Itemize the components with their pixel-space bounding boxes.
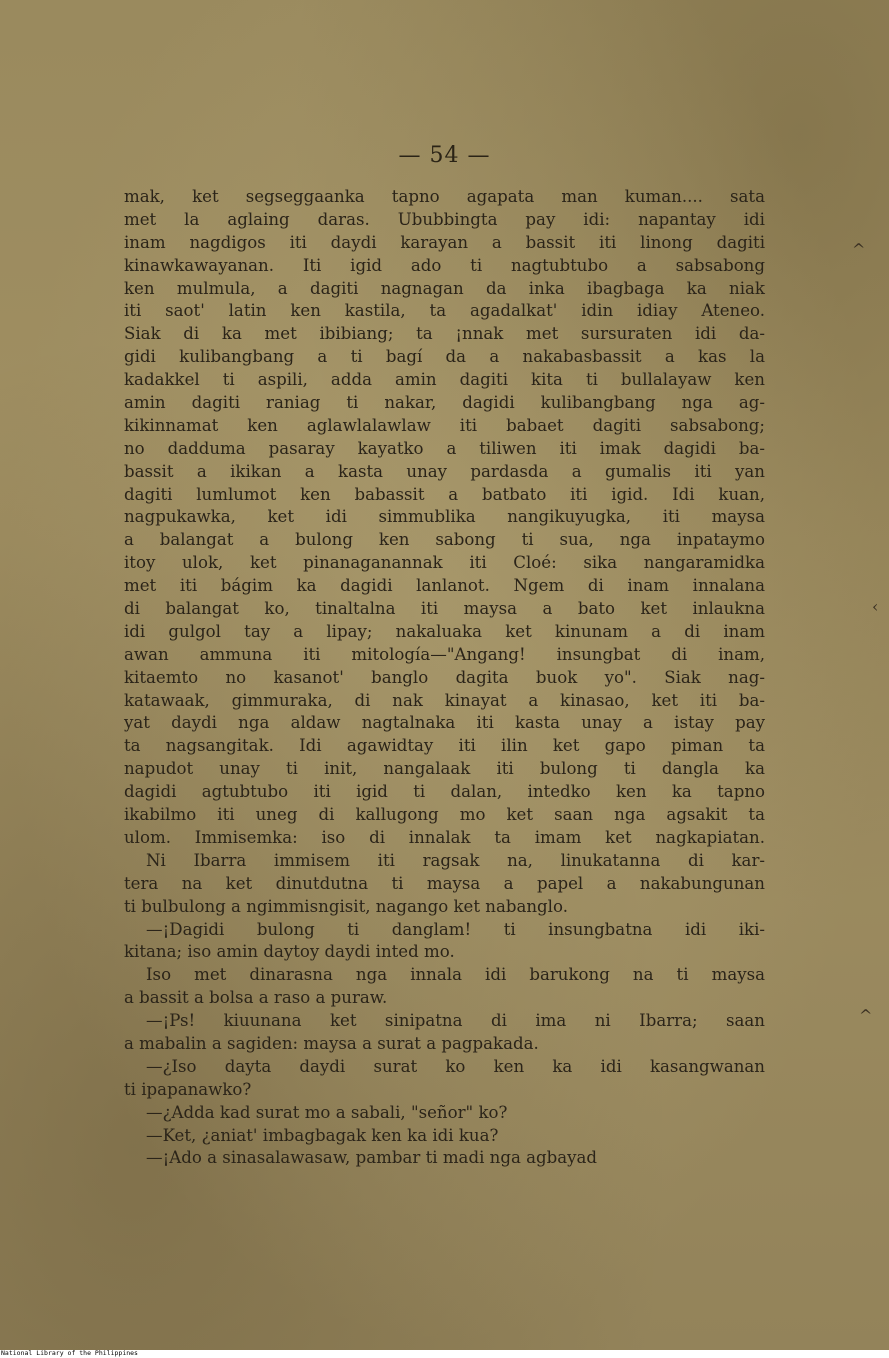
text-line: katawaak, gimmuraka, di nak kinayat a kinasao, ket iti ba- [124, 690, 765, 710]
text-line: tera na ket dinutdutna ti maysa a papel a nakabungunan [124, 873, 765, 893]
text-line: ikabilmo iti uneg di kallugong mo ket saan nga agsakit ta [124, 805, 765, 825]
text-line: dagidi agtubtubo iti igid ti dalan, intedko ken ka tapno [124, 782, 765, 802]
margin-mark-bottom: ^ [859, 1006, 873, 1025]
page-number: — 54 — [398, 143, 491, 168]
text-line: kinawkawayanan. Iti igid ado ti nagtubtubo a sabsabong [124, 255, 765, 275]
text-line: amin dagiti raniag ti nakar, dagidi kulibangbang nga ag- [124, 393, 765, 413]
margin-mark-middle: ‹ [872, 597, 879, 616]
text-line: kitaemto no kasanot' banglo dagita buok yo". Siak nag- [124, 667, 765, 687]
text-line: inam nagdigos iti daydi karayan a bassit iti linong dagiti [124, 232, 765, 252]
text-line: ti ipapanawko? [124, 1079, 252, 1099]
text-line: kadakkel ti aspili, adda amin dagiti kita ti bullalayaw ken [124, 370, 765, 390]
text-line: a mabalin a sagiden: maysa a surat a pagpakada. [124, 1033, 539, 1053]
text-line: Siak di ka met ibibiang; ta ¡nnak met sursuraten idi da- [124, 324, 765, 344]
text-line: ta nagsangitak. Idi agawidtay iti ilin ket gapo piman ta [124, 736, 765, 756]
text-line: bassit a ikikan a kasta unay pardasda a gumalis iti yan [124, 461, 765, 481]
text-line: gidi kulibangbang a ti bagí da a nakabasbassit a kas la [124, 347, 765, 367]
text-line: a bassit a bolsa a raso a puraw. [124, 988, 388, 1008]
text-line: —¿Adda kad surat mo a sabali, "señor" ko? [146, 1102, 508, 1122]
text-line: —¡Ado a sinasalawasaw, pambar ti madi nga agbayad [146, 1148, 598, 1168]
text-line: dagiti lumlumot ken babassit a batbato iti igid. Idi kuan, [124, 484, 765, 504]
text-line: mak, ket segseggaanka tapno agapata man kuman.... sata [124, 187, 765, 206]
library-credit: National Library of the Philippines [1, 1350, 138, 1357]
text-line: kitana; iso amin daytoy daydi inted mo. [124, 942, 455, 962]
text-line: met iti bágim ka dagidi lanlanot. Ngem di inam innalana [124, 576, 765, 596]
text-line: ti bulbulong a ngimmisngisit, nagango ket nabanglo. [124, 896, 568, 916]
text-line: —¡Dagidi bulong ti danglam! ti insungbatna idi iki- [146, 919, 765, 939]
text-line: —¡Ps! kiuunana ket sinipatna di ima ni Ibarra; saan [146, 1011, 765, 1031]
text-line: idi gulgol tay a lipay; nakaluaka ket kinunam a di inam [124, 621, 765, 641]
text-line: a balangat a bulong ken sabong ti sua, nga inpataymo [124, 530, 765, 550]
text-line: Iso met dinarasna nga innala idi barukong na ti maysa [146, 965, 765, 985]
text-line: —¿Iso dayta daydi surat ko ken ka idi kasangwanan [146, 1056, 765, 1076]
text-line: Ni Ibarra immisem iti ragsak na, linukatanna di kar- [146, 850, 765, 870]
text-line: ken mulmula, a dagiti nagnagan da inka ibagbaga ka niak [124, 278, 765, 298]
body-text [124, 186, 765, 1170]
text-line: —Ket, ¿aniat' imbagbagak ken ka idi kua? [146, 1125, 499, 1145]
text-line: nagpukawka, ket idi simmublika nangikuyugka, iti maysa [124, 507, 765, 527]
text-line: met la aglaing daras. Ububbingta pay idi: napantay idi [124, 209, 765, 229]
text-line: itoy ulok, ket pinanaganannak iti Cloé: sika nangaramidka [124, 553, 765, 573]
text-line: awan ammuna iti mitología—"Angang! insungbat di inam, [124, 644, 765, 664]
text-line: kikinnamat ken aglawlalawlaw iti babaet dagiti sabsabong; [124, 415, 765, 435]
text-line: yat daydi nga aldaw nagtalnaka iti kasta unay a istay pay [124, 713, 765, 733]
text-line: di balangat ko, tinaltalna iti maysa a bato ket inlaukna [124, 599, 765, 619]
text-line: ulom. Immisemka: iso di innalak ta imam ket nagkapiatan. [124, 827, 765, 847]
footer-bar [0, 1350, 889, 1358]
text-line: napudot unay ti init, nangalaak iti bulong ti dangla ka [124, 759, 765, 779]
text-line: no dadduma pasaray kayatko a tiliwen iti imak dagidi ba- [124, 438, 765, 458]
margin-mark-top: ^ [852, 240, 866, 259]
text-line: iti saot' latin ken kastila, ta agadalkat' idin idiay Ateneo. [124, 301, 765, 321]
